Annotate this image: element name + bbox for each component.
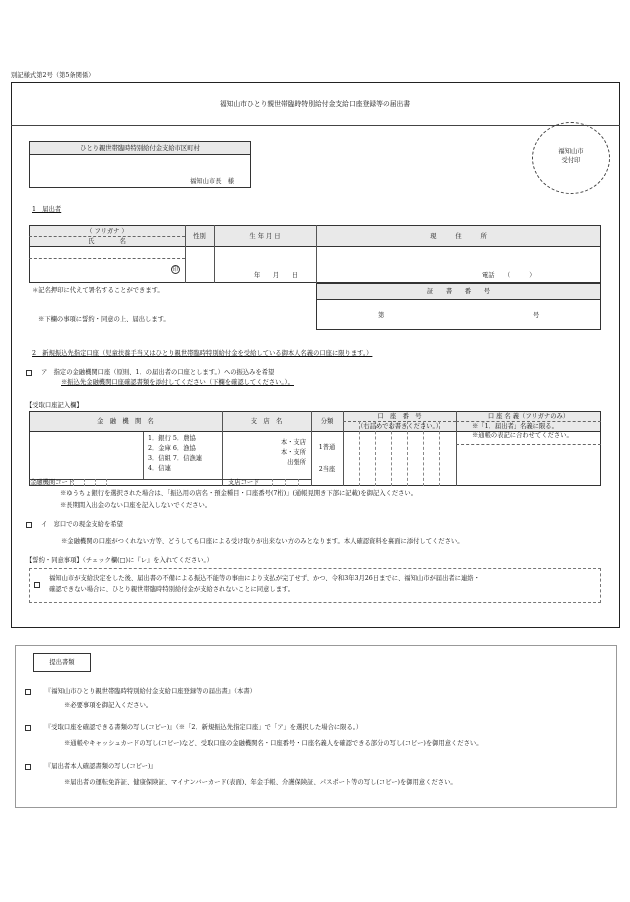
code-digit-divider (285, 479, 286, 486)
furigana-input-divider (29, 258, 185, 259)
branch-code-label: 支店コード (228, 479, 260, 486)
code-digit-divider (298, 479, 299, 486)
cert-prefix: 第 (378, 312, 385, 319)
cert-label: 証 書 番 号 (427, 288, 490, 295)
form-number: 別記様式第2号（第5条関係） (11, 72, 95, 79)
code-digit-divider (84, 479, 85, 486)
code-digit-divider (106, 479, 107, 486)
doc-1-title: 『福知山市ひとり親世帯臨時特別給付金支給口座登録等の届出書』（本書） (45, 688, 256, 695)
type-header: 分類 (320, 418, 334, 425)
cert-suffix: 号 (533, 312, 540, 319)
account-table-body[interactable] (29, 432, 601, 486)
doc-2-note: ※通帳やキャッシュカードの写し(コピー)など、受取口座の金融機関名・口座番号・口座名義人を確認できる部分の写し(コピー)を御用意ください。 (64, 740, 483, 747)
option-a-checkbox[interactable] (26, 370, 32, 376)
title-divider (11, 125, 620, 126)
doc-3-checkbox[interactable] (25, 764, 31, 770)
holder-col-divider (456, 411, 457, 486)
seal-mark: 印 (172, 267, 179, 273)
branch-type-3: 出張所 (287, 459, 306, 466)
doc-2-checkbox[interactable] (25, 725, 31, 731)
pledge-checkbox[interactable] (34, 582, 40, 588)
holder-input-divider (456, 444, 601, 445)
option-i-note: ※金融機関の口座がつくれない方等、どうしても口座による受け取りが出来ない方のみとなります。本人確認資料を裏面に添付してください。 (61, 538, 464, 545)
doc-2-checkbox-wrap[interactable] (25, 724, 34, 732)
bank-type-1: 1．銀行 5．農協 (148, 435, 196, 442)
bank-type-4: 4．信連 (148, 465, 171, 472)
furigana-label: （ フリガナ ） (86, 228, 128, 235)
account-number-sub: （右詰めでお書きください。） (356, 423, 442, 430)
cert-input-box[interactable] (316, 300, 601, 330)
branch-type-1: 本・支店 (280, 439, 306, 446)
addressee-mayor: 福知山市長 様 (190, 178, 235, 185)
birthdate-fields: 年 月 日 (254, 272, 299, 279)
acct-type-1: 1普通 (318, 444, 336, 451)
code-digit-divider (95, 479, 96, 486)
account-section-label: 【受取口座記入欄】 (26, 402, 83, 409)
doc-2-title: 『受取口座を確認できる書類の写し(コピー)』（※「2．新規振込先指定口座」で「ア」を選択した場合に限る。） (45, 724, 363, 731)
institution-header: 金 融 機 関 名 (97, 418, 154, 425)
branch-type-2: 本・支所 (280, 449, 306, 456)
code-digit-divider (272, 479, 273, 486)
doc-3-note: ※届出者の運転免許証、健康保険証、マイナンバーカード(表面)、年金手帳、介護保険証、パスポート等の写し(コピー)を御用意ください。 (64, 779, 457, 786)
branch-header: 支 店 名 (250, 418, 283, 425)
option-a-row[interactable] (26, 369, 35, 377)
acct-type-2: 2当座 (318, 466, 336, 473)
doc-3-checkbox-wrap[interactable] (25, 763, 34, 771)
pledge-note: ※下欄の事項に誓約・同意の上、届出します。 (38, 316, 170, 323)
yucho-note: ※ゆうちょ銀行を選択された場合は、「振込用の店名・預金種目・口座番号(7桁)」(通帳見開き下部に記載)を御記入ください。 (60, 490, 418, 497)
phone-field: 電話 （ ） (482, 272, 536, 279)
holder-note-1: ※「1．届出者」名義に限る。 (472, 423, 558, 430)
bank-code-label: 金融機関コード (30, 479, 75, 486)
name-label: 氏 名 (88, 238, 126, 245)
doc-1-checkbox-wrap[interactable] (25, 688, 34, 696)
option-i-row[interactable] (26, 521, 35, 529)
bank-col-divider (143, 432, 144, 479)
form-title: 福知山市ひとり親世帯臨時特別給付金支給口座登録等の届出書 (219, 100, 411, 108)
doc-1-note: ※必要事項を御記入ください。 (64, 702, 153, 709)
pledge-heading: 【誓約・同意事項】（チェック欄(□)に『レ』を入れてください。） (26, 557, 213, 564)
section2-heading: 2 新規振込先指定口座（児童扶養手当又はひとり親世帯臨時特別給付金を受給している御本人名義の口座に限ります。） (32, 350, 373, 357)
option-i-label: イ 窓口での現金支給を希望 (41, 521, 123, 528)
account-holder-header: 口 座 名 義（フリガナのみ） (487, 413, 570, 420)
address-label: 現 住 所 (430, 233, 487, 240)
signature-note: ＊記名押印に代えて署名することができます。 (32, 287, 164, 294)
pledge-line-2: 確認できない場合に、ひとり親世帯臨時特別給付金が支給されないことに同意します。 (49, 586, 295, 593)
furigana-divider (29, 236, 185, 237)
holder-note-2: ※通帳の表記に合わせてください。 (472, 432, 573, 439)
option-a-note: ※振込先金融機関口座確認書類を添付してください（下欄を確認してください。）。 (61, 379, 294, 386)
pledge-line-1: 福知山市が支給決定をした後、届出書の不備による振込不能等の事由により支払が完了せず、かつ、令和3年3月26日までに、福知山市が届出者に連絡・ (49, 575, 480, 582)
bank-type-2: 2．金庫 6．漁協 (148, 445, 196, 452)
gender-label: 性別 (193, 233, 206, 240)
deposit-note: ※長期間入出金のない口座を記入しないでください。 (60, 502, 212, 509)
account-number-header: 口 座 番 号 (377, 413, 422, 420)
holder-header-divider (456, 421, 601, 422)
option-a-label: ア 指定の金融機関口座（原則、1．の届出者の口座とします。）への振込みを希望 (41, 369, 275, 376)
section1-heading: 1 届出者 (32, 206, 62, 213)
receipt-stamp-line1: 福知山市 (558, 148, 584, 155)
doc-1-checkbox[interactable] (25, 689, 31, 695)
documents-heading: 提出書類 (49, 659, 75, 666)
birthdate-label: 生 年 月 日 (249, 233, 281, 240)
doc-3-title: 『届出者本人確認書類の写し(コピー)』 (45, 763, 157, 770)
bank-type-3: 3．信組 7．信漁連 (148, 455, 203, 462)
option-i-checkbox[interactable] (26, 522, 32, 528)
pledge-checkbox-wrap[interactable] (34, 581, 43, 589)
receipt-stamp-line2: 受付印 (561, 157, 581, 164)
addressee-header: ひとり親世帯臨時特別給付金支給市区町村 (80, 145, 200, 152)
